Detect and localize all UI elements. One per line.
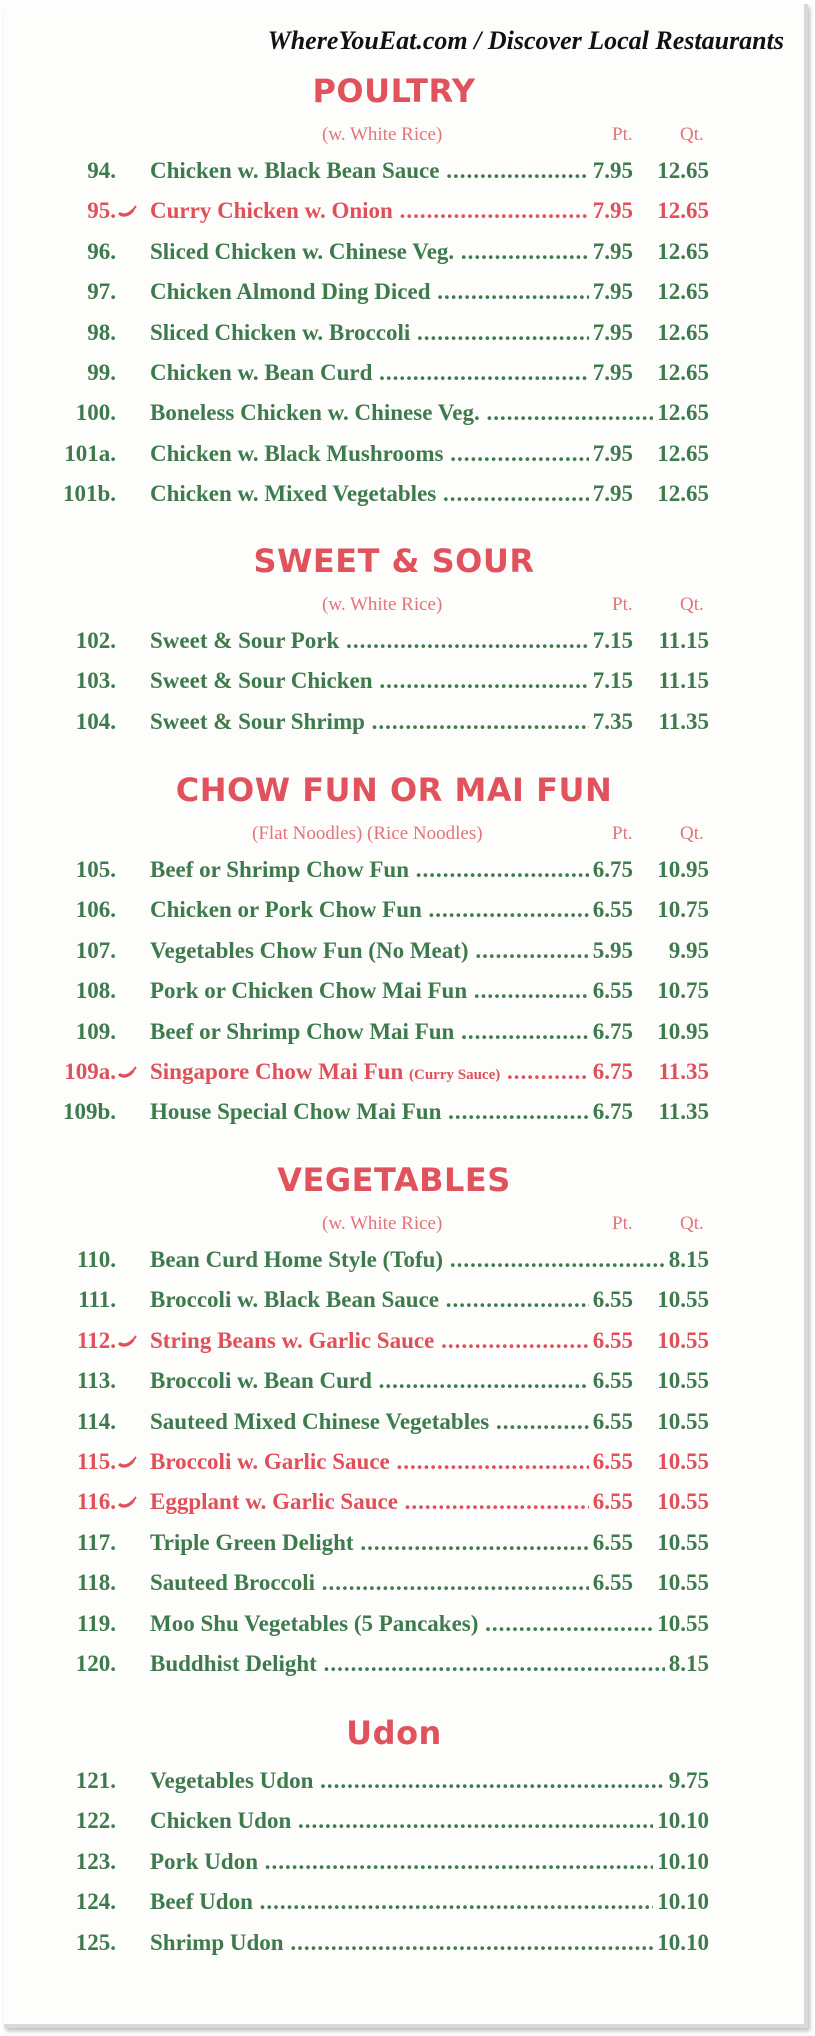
item-name: Chicken w. Black Mushrooms ..... <box>150 441 589 467</box>
menu-list <box>4 857 804 1140</box>
menu-item <box>4 1611 804 1651</box>
section-title: Udon <box>346 1714 442 1752</box>
quart-price: 8.15 <box>668 1650 709 1676</box>
item-number: 116. <box>77 1489 116 1515</box>
hot-pepper-icon <box>117 205 137 219</box>
section-note: (w. White Rice) <box>322 1213 443 1234</box>
quart-price: 9.75 <box>668 1768 709 1793</box>
item-number: 109. <box>75 1018 116 1044</box>
quart-header: Qt. <box>680 1213 704 1234</box>
quart-price: 8.15 <box>668 1247 709 1272</box>
quart-price: 11.15 <box>658 628 709 653</box>
quart-price: 11.35 <box>658 708 709 734</box>
menu-list <box>4 1768 804 1970</box>
menu-item-spicy <box>4 1059 804 1099</box>
menu-item <box>4 978 804 1018</box>
menu-item <box>4 279 804 319</box>
item-name: Pork Udon ..... <box>150 1849 653 1875</box>
menu-item <box>4 158 804 198</box>
item-number: 99. <box>87 359 116 385</box>
item-name: Bean Curd Home Style (Tofu) ..... <box>150 1247 665 1273</box>
item-name: Pork or Chicken Chow Mai Fun ..... <box>150 978 589 1004</box>
item-name: Sauteed Mixed Chinese Vegetables ..... <box>150 1409 589 1435</box>
pint-header: Pt. <box>612 1213 633 1234</box>
item-number: 115. <box>77 1448 116 1474</box>
item-name: Vegetables Chow Fun (No Meat) ..... <box>150 938 589 964</box>
menu-list <box>4 158 804 522</box>
item-name: House Special Chow Mai Fun ..... <box>150 1099 589 1125</box>
pint-price: 7.95 <box>592 481 633 507</box>
item-name: Broccoli w. Black Bean Sauce ..... <box>150 1287 589 1313</box>
item-name: Chicken w. Bean Curd ..... <box>150 360 589 386</box>
pint-price: 6.55 <box>592 1287 633 1313</box>
item-name: Chicken Almond Ding Diced ..... <box>150 279 589 305</box>
item-name: String Beans w. Garlic Sauce ..... <box>150 1328 589 1354</box>
item-number: 98. <box>87 319 116 345</box>
menu-page <box>4 4 808 2028</box>
menu-item <box>4 857 804 897</box>
quart-price: 12.65 <box>657 440 709 466</box>
item-number: 101a. <box>64 440 116 466</box>
quart-price: 11.15 <box>658 668 709 694</box>
item-number: 117. <box>77 1529 116 1555</box>
quart-price: 10.55 <box>657 1448 709 1474</box>
quart-price: 10.55 <box>657 1287 709 1313</box>
quart-price: 10.55 <box>657 1570 709 1596</box>
menu-item <box>4 1287 804 1327</box>
menu-item <box>4 628 804 668</box>
pint-price: 6.75 <box>592 1018 633 1044</box>
quart-price: 9.95 <box>668 937 709 963</box>
item-number: 108. <box>75 978 116 1004</box>
item-number: 105. <box>75 857 116 882</box>
quart-price: 10.55 <box>657 1327 709 1353</box>
menu-item <box>4 400 804 440</box>
pint-price: 6.55 <box>592 1368 633 1394</box>
item-number: 109b. <box>62 1099 116 1125</box>
item-name: Sliced Chicken w. Broccoli ..... <box>150 320 589 346</box>
item-number: 123. <box>75 1848 116 1874</box>
quart-price: 12.65 <box>657 359 709 385</box>
menu-list <box>4 628 804 749</box>
pint-price: 6.55 <box>592 1408 633 1434</box>
item-name: Sweet & Sour Shrimp ..... <box>150 709 589 735</box>
item-number: 122. <box>75 1808 116 1834</box>
item-name: Sweet & Sour Chicken ..... <box>150 668 589 694</box>
item-name: Sweet & Sour Pork ..... <box>150 628 589 654</box>
menu-item <box>4 1651 804 1691</box>
item-name: Broccoli w. Bean Curd ..... <box>150 1368 589 1394</box>
item-number: 110. <box>77 1247 116 1272</box>
item-name: Broccoli w. Garlic Sauce ..... <box>150 1449 589 1475</box>
quart-price: 11.35 <box>658 1099 709 1125</box>
pint-header: Pt. <box>612 823 633 844</box>
item-number: 121. <box>75 1768 116 1793</box>
menu-item <box>4 360 804 400</box>
quart-header: Qt. <box>680 823 704 844</box>
pint-price: 6.55 <box>592 1570 633 1596</box>
pint-price: 7.15 <box>592 628 633 653</box>
menu-item <box>4 1768 804 1808</box>
quart-price: 10.10 <box>657 1929 709 1955</box>
pint-price: 7.95 <box>592 238 633 264</box>
pint-price: 6.55 <box>592 897 633 923</box>
hot-pepper-icon <box>117 1496 137 1510</box>
item-number: 96. <box>87 238 116 264</box>
item-name: Boneless Chicken w. Chinese Veg. ..... <box>150 400 653 426</box>
section-title: SWEET & SOUR <box>253 542 535 580</box>
item-number: 112. <box>77 1327 116 1353</box>
menu-item <box>4 1019 804 1059</box>
quart-price: 12.65 <box>657 400 709 426</box>
item-number: 104. <box>75 708 116 734</box>
menu-item <box>4 709 804 749</box>
quart-price: 12.65 <box>657 319 709 345</box>
quart-price: 10.95 <box>657 1018 709 1044</box>
pint-price: 6.55 <box>592 1327 633 1353</box>
pint-price: 7.95 <box>592 440 633 466</box>
item-name: Beef or Shrimp Chow Fun ..... <box>150 857 589 883</box>
item-number: 94. <box>87 158 116 183</box>
item-number: 113. <box>77 1368 116 1394</box>
item-number: 125. <box>75 1929 116 1955</box>
item-name: Sauteed Broccoli ..... <box>150 1570 589 1596</box>
item-name: Curry Chicken w. Onion ..... <box>150 198 589 224</box>
item-number: 97. <box>87 279 116 305</box>
quart-header: Qt. <box>680 594 704 615</box>
quart-price: 12.65 <box>657 198 709 224</box>
pint-header: Pt. <box>612 124 633 145</box>
item-name: Chicken Udon ..... <box>150 1808 653 1834</box>
section-title: POULTRY <box>312 72 476 110</box>
pint-price: 6.75 <box>592 1099 633 1125</box>
quart-price: 10.10 <box>657 1848 709 1874</box>
item-number: 111. <box>78 1287 116 1313</box>
menu-list <box>4 1247 804 1691</box>
item-name: Vegetables Udon ..... <box>150 1768 665 1794</box>
quart-price: 12.65 <box>657 279 709 305</box>
quart-price: 10.55 <box>657 1529 709 1555</box>
item-name: Chicken or Pork Chow Fun ..... <box>150 897 589 923</box>
site-header: WhereYouEat.com / Discover Local Restaurants <box>267 26 784 55</box>
menu-item <box>4 1889 804 1929</box>
item-name: Beef Udon ..... <box>150 1889 653 1915</box>
item-number: 95. <box>87 198 116 224</box>
item-name: Chicken w. Mixed Vegetables ..... <box>150 481 589 507</box>
pint-price: 7.95 <box>592 158 633 183</box>
pint-price: 6.55 <box>592 1529 633 1555</box>
menu-item <box>4 1808 804 1848</box>
item-name: Buddhist Delight ..... <box>150 1651 665 1677</box>
quart-price: 10.55 <box>657 1408 709 1434</box>
menu-item <box>4 1247 804 1287</box>
pint-price: 7.35 <box>592 708 633 734</box>
quart-price: 10.10 <box>657 1808 709 1834</box>
item-name: Eggplant w. Garlic Sauce ..... <box>150 1489 589 1515</box>
pint-price: 7.95 <box>592 319 633 345</box>
menu-item <box>4 668 804 708</box>
section-note: (Flat Noodles) (Rice Noodles) <box>252 823 483 844</box>
item-number: 118. <box>77 1570 116 1596</box>
pint-price: 7.95 <box>592 198 633 224</box>
quart-price: 12.65 <box>657 481 709 507</box>
item-number: 102. <box>75 628 116 653</box>
menu-item <box>4 481 804 521</box>
menu-item <box>4 1099 804 1139</box>
section-title: CHOW FUN OR MAI FUN <box>175 771 613 809</box>
menu-item <box>4 1849 804 1889</box>
hot-pepper-icon <box>117 1066 137 1080</box>
item-name <box>150 1059 589 1085</box>
pint-price: 5.95 <box>592 937 633 963</box>
section-note: (w. White Rice) <box>322 124 443 145</box>
menu-item <box>4 1530 804 1570</box>
item-name-text: Singapore Chow Mai Fun <box>150 1058 404 1084</box>
pint-price: 6.75 <box>592 857 633 882</box>
section-title: VEGETABLES <box>277 1161 511 1199</box>
item-name: Triple Green Delight ..... <box>150 1530 589 1556</box>
menu-item-spicy <box>4 198 804 238</box>
menu-item <box>4 1409 804 1449</box>
pint-header: Pt. <box>612 594 633 615</box>
menu-item-spicy <box>4 1449 804 1489</box>
quart-price: 10.10 <box>657 1889 709 1915</box>
item-number: 120. <box>75 1650 116 1676</box>
quart-price: 10.75 <box>657 897 709 923</box>
item-name: Chicken w. Black Bean Sauce ..... <box>150 158 589 184</box>
pint-price: 6.55 <box>592 978 633 1004</box>
menu-item <box>4 239 804 279</box>
item-number: 103. <box>75 668 116 694</box>
menu-item-spicy <box>4 1328 804 1368</box>
hot-pepper-icon <box>117 1335 137 1349</box>
quart-price: 12.65 <box>657 158 709 183</box>
item-name: Shrimp Udon ..... <box>150 1930 653 1956</box>
menu-item <box>4 1930 804 1970</box>
quart-header: Qt. <box>680 124 704 145</box>
pint-price: 6.55 <box>592 1448 633 1474</box>
quart-price: 10.75 <box>657 978 709 1004</box>
pint-price: 7.95 <box>592 279 633 305</box>
item-name: Sliced Chicken w. Chinese Veg. ..... <box>150 239 589 265</box>
item-number: 114. <box>77 1408 116 1434</box>
pint-price: 7.15 <box>592 668 633 694</box>
pint-price: 7.95 <box>592 359 633 385</box>
menu-item <box>4 320 804 360</box>
item-name: Moo Shu Vegetables (5 Pancakes) ..... <box>150 1611 653 1637</box>
item-sauce-note: (Curry Sauce) <box>409 1066 501 1083</box>
quart-price: 10.55 <box>657 1368 709 1394</box>
menu-item <box>4 897 804 937</box>
section-note: (w. White Rice) <box>322 594 443 615</box>
quart-price: 11.35 <box>658 1058 709 1084</box>
pint-price: 6.75 <box>592 1058 633 1084</box>
quart-price: 10.55 <box>657 1610 709 1636</box>
menu-item <box>4 441 804 481</box>
menu-item <box>4 1368 804 1408</box>
hot-pepper-icon <box>117 1456 137 1470</box>
menu-item <box>4 1570 804 1610</box>
menu-item <box>4 938 804 978</box>
menu-item-spicy <box>4 1489 804 1529</box>
quart-price: 12.65 <box>657 238 709 264</box>
item-number: 107. <box>75 937 116 963</box>
quart-price: 10.55 <box>657 1489 709 1515</box>
item-name: Beef or Shrimp Chow Mai Fun ..... <box>150 1019 589 1045</box>
item-number: 109a. <box>64 1058 116 1084</box>
quart-price: 10.95 <box>657 857 709 882</box>
item-number: 119. <box>77 1610 116 1636</box>
item-number: 100. <box>75 400 116 426</box>
item-number: 124. <box>75 1889 116 1915</box>
item-number: 106. <box>75 897 116 923</box>
pint-price: 6.55 <box>592 1489 633 1515</box>
item-number: 101b. <box>62 481 116 507</box>
